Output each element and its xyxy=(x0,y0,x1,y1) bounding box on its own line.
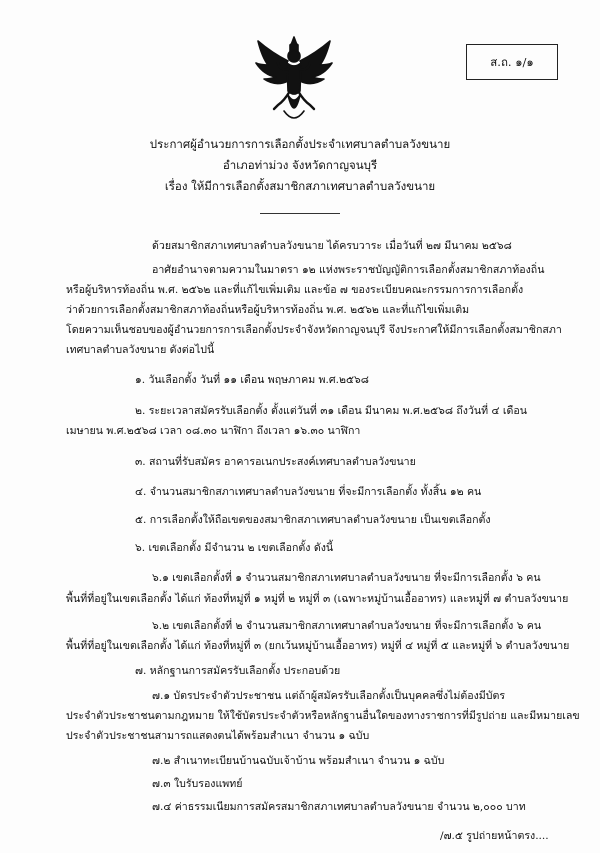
garuda-emblem-icon xyxy=(254,35,334,127)
item-2-line-2: เมษายน พ.ศ.๒๕๖๘ เวลา ๐๘.๓๐ นาฬิกา ถึงเวลา ๑๖.๓๐ นาฬิกา xyxy=(66,425,361,437)
intro-text: ด้วยสมาชิกสภาเทศบาลตำบลวังขนาย ได้ครบวาระ เมื่อวันที่ ๒๗ มีนาคม ๒๕๖๘ xyxy=(152,240,512,252)
item-7-1-line-2: ประจำตัวประชาชนตามกฎหมาย ให้ใช้บัตรประจำตัวหรือหลักฐานอื่นใดของทางราชการที่มีรูปถ่าย และมีหมายเลข xyxy=(66,710,580,722)
item-2-line-1: ๒. ระยะเวลาสมัครรับเลือกตั้ง ตั้งแต่วันที่ ๓๑ เดือน มีนาคม พ.ศ.๒๕๖๘ ถึงวันที่ ๔ เดือน xyxy=(135,405,527,417)
para1-line-2: หรือผู้บริหารท้องถิ่น พ.ศ. ๒๕๖๒ และที่แก้ไขเพิ่มเติม และข้อ ๗ ของระเบียบคณะกรรมการการเลือกตั้ง xyxy=(66,284,524,296)
form-code-box xyxy=(466,44,558,80)
item-7-1-line-1: ๗.๑ บัตรประจำตัวประชาชน แต่ถ้าผู้สมัครรับเลือกตั้งเป็นบุคคลซึ่งไม่ต้องมีบัตร xyxy=(152,690,506,702)
item-7-2: ๗.๒ สำเนาทะเบียนบ้านฉบับเจ้าบ้าน พร้อมสำเนา จำนวน ๑ ฉบับ xyxy=(152,755,445,767)
item-7-4: ๗.๔ ค่าธรรมเนียมการสมัครสมาชิกสภาเทศบาลตำบลวังขนาย จำนวน ๒,๐๐๐ บาท xyxy=(152,801,526,813)
form-code-text: ส.ถ. ๑/๑ xyxy=(490,55,534,69)
item-6-1-line-1: ๖.๑ เขตเลือกตั้งที่ ๑ จำนวนสมาชิกสภาเทศบาลตำบลวังขนาย ที่จะมีการเลือกตั้ง ๖ คน xyxy=(152,572,541,584)
item-7: ๗. หลักฐานการสมัครรับเลือกตั้ง ประกอบด้วย xyxy=(135,665,341,677)
para1-line-5: เทศบาลตำบลวังขนาย ดังต่อไปนี้ xyxy=(66,344,215,356)
item-1: ๑. วันเลือกตั้ง วันที่ ๑๑ เดือน พฤษภาคม พ.ศ.๒๕๖๘ xyxy=(135,374,369,386)
para1-line-3: ว่าด้วยการเลือกตั้งสมาชิกสภาท้องถิ่นหรือผู้บริหารท้องถิ่น พ.ศ. ๒๕๖๒ และที่แก้ไขเพิ่มเติม xyxy=(66,304,470,316)
item-6-2-line-1: ๖.๒ เขตเลือกตั้งที่ ๒ จำนวนสมาชิกสภาเทศบาลตำบลวังขนาย ที่จะมีการเลือกตั้ง ๖ คน xyxy=(152,620,542,632)
continuation-note: /๗.๕ รูปถ่ายหน้าตรง.... xyxy=(440,830,549,842)
header-divider xyxy=(260,213,340,214)
item-6-2-line-2: พื้นที่ที่อยู่ในเขตเลือกตั้ง ได้แก่ ท้องที่หมู่ที่ ๓ (ยกเว้นหมู่บ้านเอื้ออาทร) หมู่ที่ ๔ หมู่ที่ ๕ และหมู่ที่ ๖ ตำบลวังขนาย xyxy=(66,640,570,652)
para1-line-4: โดยความเห็นชอบของผู้อำนวยการการเลือกตั้งประจำจังหวัดกาญจนบุรี จึงประกาศให้มีการเลือกตั้งสมาชิกสภา xyxy=(66,324,562,336)
header-line-3: เรื่อง ให้มีการเลือกตั้งสมาชิกสภาเทศบาลตำบลวังขนาย xyxy=(164,179,436,193)
item-5: ๕. การเลือกตั้งให้ถือเขตของสมาชิกสภาเทศบาลตำบลวังขนาย เป็นเขตเลือกตั้ง xyxy=(135,514,491,526)
item-4: ๔. จำนวนสมาชิกสภาเทศบาลตำบลวังขนาย ที่จะมีการเลือกตั้ง ทั้งสิ้น ๑๒ คน xyxy=(135,486,482,498)
header-line-1: ประกาศผู้อำนวยการการเลือกตั้งประจำเทศบาลตำบลวังขนาย xyxy=(149,137,451,151)
header-line-2: อำเภอท่าม่วง จังหวัดกาญจนบุรี xyxy=(222,158,378,172)
item-6: ๖. เขตเลือกตั้ง มีจำนวน ๒ เขตเลือกตั้ง ดังนี้ xyxy=(135,542,334,554)
para1-line-1: อาศัยอำนาจตามความในมาตรา ๑๒ แห่งพระราชบัญญัติการเลือกตั้งสมาชิกสภาท้องถิ่น xyxy=(152,264,545,276)
item-6-1-line-2: พื้นที่ที่อยู่ในเขตเลือกตั้ง ได้แก่ ท้องที่หมู่ที่ ๑ หมู่ที่ ๒ หมู่ที่ ๓ (เฉพาะหมู่บ้านเอื้ออาทร) และหมู่ที่ ๗ ตำบลวังขนาย xyxy=(66,593,569,605)
item-7-1-line-3: ประจำตัวประชาชนสามารถแสดงตนได้พร้อมสำเนา จำนวน ๑ ฉบับ xyxy=(66,730,370,742)
item-7-3: ๗.๓ ใบรับรองแพทย์ xyxy=(152,778,243,790)
item-3: ๓. สถานที่รับสมัคร อาคารอเนกประสงค์เทศบาลตำบลวังขนาย xyxy=(135,456,416,468)
